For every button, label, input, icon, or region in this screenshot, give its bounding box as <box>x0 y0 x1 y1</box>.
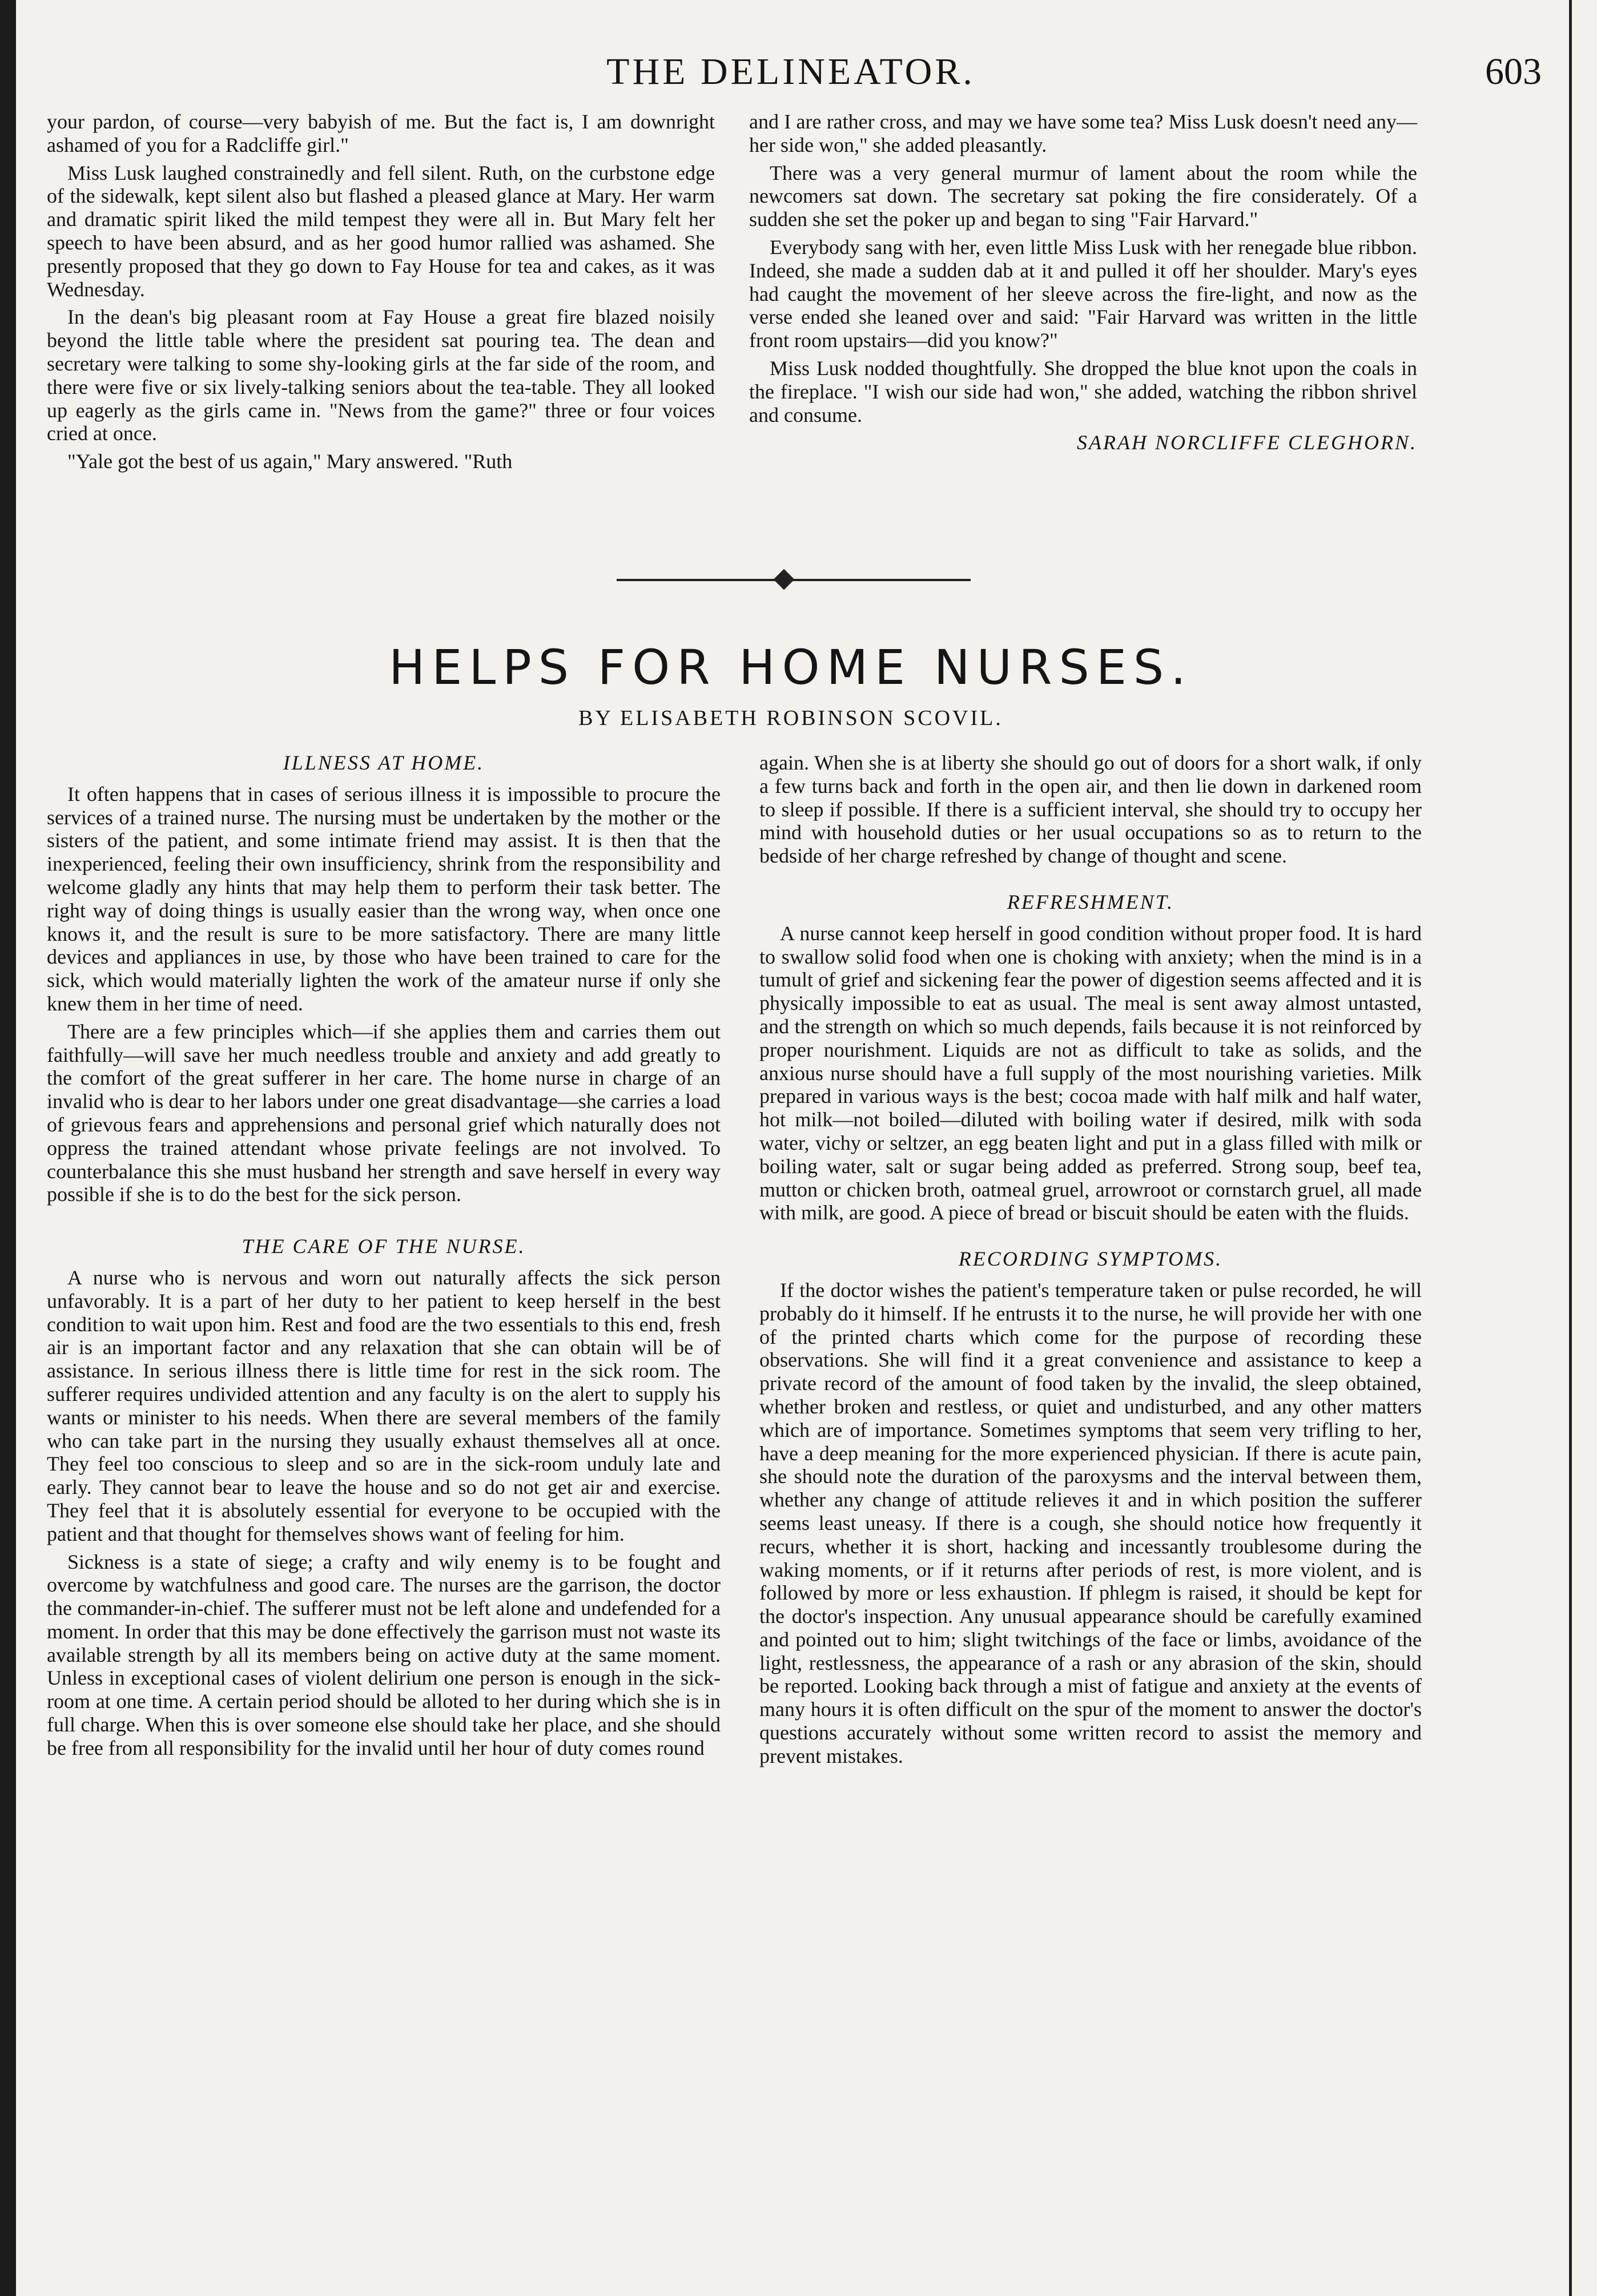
story-author: SARAH NORCLIFFE CLEGHORN. <box>1077 431 1417 454</box>
section-heading: REFRESHMENT. <box>1007 890 1174 913</box>
story-paragraph: and I are rather cross, and may we have some tea? Miss Lusk doesn't need any—her side won," she added pleasantly. <box>749 110 1417 156</box>
article-paragraph: It often happens that in cases of serious illness it is impossible to procure the services of a trained nurse. The nursing must be undertaken by the mother or the sisters of the patient, and some intimate friend may assist. It is then that the inexperienced, feeling their own insufficiency, shrink from the responsibility and welcome gladly any hints that may help them to perform their task better. The right way of doing things is usually easier than the wrong way, when once one knows it, and the result is sure to be more satisfactory. There are many little devices and appliances in use, by those who have been trained to care for the sick, which would materially lighten the work of the amateur nurse if only she knew them in her time of need. <box>47 782 721 1015</box>
story-paragraph: your pardon, of course—very babyish of me. But the fact is, I am downright ashamed of you for a Radcliffe girl." <box>47 110 715 156</box>
article-paragraph: A nurse who is nervous and worn out naturally affects the sick person unfavorably. It is a part of her duty to her patient to keep herself in the best condition to wait upon him. Rest and food are the two essentials to this end, fresh air is an important factor and any relaxation that she can obtain will be of assistance. In serious illness there is little time for rest in the sick room. The sufferer requires undivided attention and any faculty is on the alert to supply his wants or minister to his needs. When there are several members of the family who can take part in the nursing they usually exhaust themselves all at once. They feel too conscious to sleep and so are in the sick-room unduly late and early. They cannot bear to leave the house and so do not get air and exercise. They feel that it is absolutely essential for everyone to be occupied with the patient and that thought for themselves shows want of feeling for him. <box>47 1266 721 1545</box>
running-title: THE DELINEATOR. <box>606 51 975 92</box>
article-paragraph: again. When she is at liberty she should go out of doors for a short walk, if only a few turns back and forth in the open air, and then lie down in darkened room to sleep if possible. If there is a sufficient interval, she should try to occupy her mind with household duties or her usual occupations so as to return to the bedside of her charge refreshed by change of thought and scene. <box>759 751 1422 868</box>
article-left-column <box>47 751 721 1765</box>
previous-story-left-column <box>47 110 715 478</box>
article-title: HELPS FOR HOME NURSES. <box>389 639 1193 695</box>
section-divider-ornament <box>617 571 971 588</box>
story-paragraph: Miss Lusk laughed constrainedly and fell silent. Ruth, on the curbstone edge of the sidewalk, kept silent also but flashed a pleased glance at Mary. Her warm and dramatic spirit liked the mild tempest they were all in. But Mary felt her speech to have been absurd, and as her good humor rallied was ashamed. She presently proposed that they go down to Fay House for tea and cakes, as it was Wednesday. <box>47 161 715 301</box>
story-paragraph: Miss Lusk nodded thoughtfully. She dropped the blue knot upon the coals in the fireplace. "I wish our side had won," she added, watching the ribbon shrivel and consume. <box>749 356 1417 426</box>
article-paragraph: If the doctor wishes the patient's temperature taken or pulse recorded, he will probably do it himself. If he entrusts it to the nurse, he will provide her with one of the printed charts which come for the purpose of recording these observations. She will find it a great convenience and assistance to keep a private record of the amount of food taken by the invalid, the sleep obtained, whether broken and restless, or quiet and undisturbed, and any other matters which are of importance. Sometimes symptoms that seem very trifling to her, have a deep meaning for the more experienced physician. If there is acute pain, she should note the duration of the paroxysms and the interval between them, whether any change of attitude relieves it and in which position the sufferer seems least uneasy. If there is a cough, she should notice how frequently it recurs, whether it is short, hacking and incessantly troublesome during the waking moments, or if it returns after periods of rest, is more violent, and is followed by more or less exhaustion. If phlegm is raised, it should be kept for the doctor's inspection. Any unusual appearance should be carefully examined and pointed out to him; slight twitchings of the face or limbs, avoidance of the light, restlessness, the appearance of a rash or any abrasion of the skin, should be reported. Looking back through a mist of fatigue and anxiety at the events of many hours it is often difficult on the spur of the moment to answer the doctor's questions accurately without some written record to assist the memory and prevent mistakes. <box>759 1278 1422 1767</box>
page-edge-right <box>1569 0 1597 2296</box>
previous-story-right-column <box>749 110 1417 454</box>
story-paragraph: In the dean's big pleasant room at Fay House a great fire blazed noisily beyond the little table where the president sat pouring tea. The dean and secretary were talking to some shy-looking girls at the far side of the room, and there were five or six lively-talking seniors about the tea-table. They all looked up eagerly as the girls came in. "News from the game?" three or four voices cried at once. <box>47 305 715 445</box>
section-heading: THE CARE OF THE NURSE. <box>242 1235 526 1258</box>
article-paragraph: There are a few principles which—if she applies them and carries them out faithfully—will save her much needless trouble and anxiety and add greatly to the comfort of the great sufferer in her care. The home nurse in charge of an invalid who is dear to her labors under one great disadvantage—she carries a load of grievous fears and apprehensions and personal grief which naturally does not oppress the trained attendant whose private feelings are not involved. To counterbalance this she must husband her strength and save herself in every way possible if she is to do the best for the sick person. <box>47 1020 721 1206</box>
article-paragraph: Sickness is a state of siege; a crafty and wily enemy is to be fought and overcome by watchfulness and good care. The nurses are the garrison, the doctor the commander-in-chief. The sufferer must not be left alone and undefended for a moment. In order that this may be done effectively the garrison must not waste its available strength by all its members being on active duty at the same moment. Unless in exceptional cases of violent delirium one person is enough in the sick-room at one time. A certain period should be alloted to her during which she is in full charge. When this is over someone else should take her place, and she should be free from all responsibility for the invalid until her hour of duty comes round <box>47 1550 721 1759</box>
running-head <box>40 50 1542 96</box>
article-paragraph: A nurse cannot keep herself in good condition without proper food. It is hard to swallow solid food when one is choking with anxiety; when the mind is in a tumult of grief and sickening fear the power of digestion seems affected and it is physically impossible to eat as usual. The meal is sent away almost untasted, and the strength on which so much depends, fails because it is not reinforced by proper nourishment. Liquids are not as difficult to take as solids, and the anxious nurse should have a full supply of the most nourishing varieties. Milk prepared in various ways is the best; cocoa made with half milk and half water, hot milk—not boiled—diluted with boiling water if desired, milk with soda water, vichy or seltzer, an egg beaten light and put in a glass filled with milk or boiling water, salt or sugar being added as preferred. Strong soup, beef tea, mutton or chicken broth, oatmeal gruel, arrowroot or cornstarch gruel, all made with milk, are good. A piece of bread or biscuit should be eaten with the fluids. <box>759 921 1422 1224</box>
story-paragraph: There was a very general murmur of lament about the room while the newcomers sat down. The secretary sat poking the fire considerately. Of a sudden she set the poker up and began to sing "Fair Harvard." <box>749 161 1417 231</box>
diamond-ornament-icon <box>774 569 795 590</box>
page-edge-left <box>0 0 16 2296</box>
story-paragraph: "Yale got the best of us again," Mary answered. "Ruth <box>67 450 513 473</box>
story-paragraph: Everybody sang with her, even little Miss Lusk with her renegade blue ribbon. Indeed, she made a sudden dab at it and pulled it off her shoulder. Mary's eyes had caught the movement of her sleeve across the fire-light, and now as the verse ended she leaned over and said: "Fair Harvard was written in the little front room upstairs—did you know?" <box>749 235 1417 352</box>
section-heading: ILLNESS AT HOME. <box>283 751 485 774</box>
article-right-column <box>759 751 1422 1773</box>
page-number: 603 <box>1485 51 1542 92</box>
section-heading: RECORDING SYMPTOMS. <box>958 1247 1223 1271</box>
article-byline: BY ELISABETH ROBINSON SCOVIL. <box>578 706 1003 730</box>
